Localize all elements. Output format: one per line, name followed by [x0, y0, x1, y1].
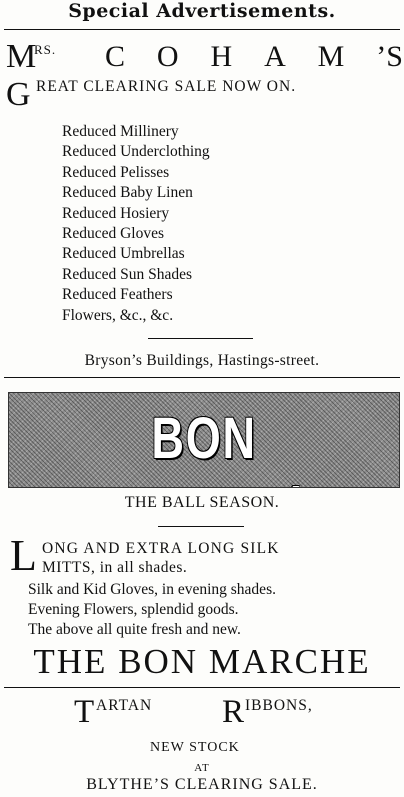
list-item: Flowers, &c., &c.: [62, 306, 174, 324]
section-rule: [4, 687, 400, 688]
at-line: AT: [194, 762, 210, 774]
ribbons-initial: R: [222, 694, 245, 730]
mitts-line: MITTS, in all shades.: [42, 559, 188, 576]
ribbons-word: IBBONS,: [245, 697, 313, 714]
tartan-initial: T: [74, 694, 95, 730]
great-sale-line: REAT CLEARING SALE NOW ON.: [36, 78, 297, 95]
list-item: Reduced Baby Linen: [62, 184, 193, 202]
coham-letter: O: [156, 40, 179, 73]
tartan-word: ARTAN: [96, 697, 153, 714]
great-initial: G: [6, 76, 31, 113]
mrs-rest: RS.: [34, 42, 57, 57]
coham-letter: H: [210, 40, 233, 73]
list-item: Reduced Sun Shades: [62, 265, 193, 283]
header-rule: [4, 29, 400, 30]
ad-line: Silk and Kid Gloves, in evening shades.: [28, 581, 276, 598]
gloves-lines: [28, 580, 276, 640]
list-item: Reduced Underclothing: [62, 143, 210, 161]
coham-letter: C: [105, 40, 126, 73]
coham-letter: A: [264, 40, 286, 73]
blythe-clearing-line: BLYTHE’S CLEARING SALE.: [86, 776, 318, 793]
page-header: Special Advertisements.: [68, 0, 336, 22]
ad-line: Evening Flowers, splendid goods.: [28, 601, 239, 618]
long-initial: L: [10, 531, 37, 580]
ball-season-title: THE BALL SEASON.: [124, 494, 280, 511]
coham-letter: ’S: [376, 40, 403, 73]
bon-marche-banner: [8, 392, 400, 488]
reduced-items-list: [62, 122, 210, 326]
list-item: Reduced Feathers: [62, 286, 173, 304]
coham-letter: M: [317, 40, 345, 73]
bon-marche-footer: THE BON MARCHE: [33, 642, 371, 681]
section-rule: [4, 377, 400, 378]
short-divider: [158, 526, 244, 527]
list-item: Reduced Gloves: [62, 225, 165, 243]
coham-address: Bryson’s Buildings, Hastings-street.: [84, 352, 320, 369]
list-item: Reduced Pelisses: [62, 163, 170, 181]
new-stock-line: NEW STOCK: [150, 740, 240, 755]
list-item: Reduced Hosiery: [62, 204, 170, 222]
mrs-initial: M: [6, 38, 37, 75]
long-silk-line: ONG AND EXTRA LONG SILK: [42, 540, 280, 557]
banner-title: BON: [151, 406, 257, 471]
coham-name: [105, 40, 403, 74]
ad-line: The above all quite fresh and new.: [28, 621, 241, 638]
list-item: Reduced Millinery: [62, 123, 179, 140]
short-divider: [148, 338, 253, 339]
list-item: Reduced Umbrellas: [62, 245, 185, 263]
